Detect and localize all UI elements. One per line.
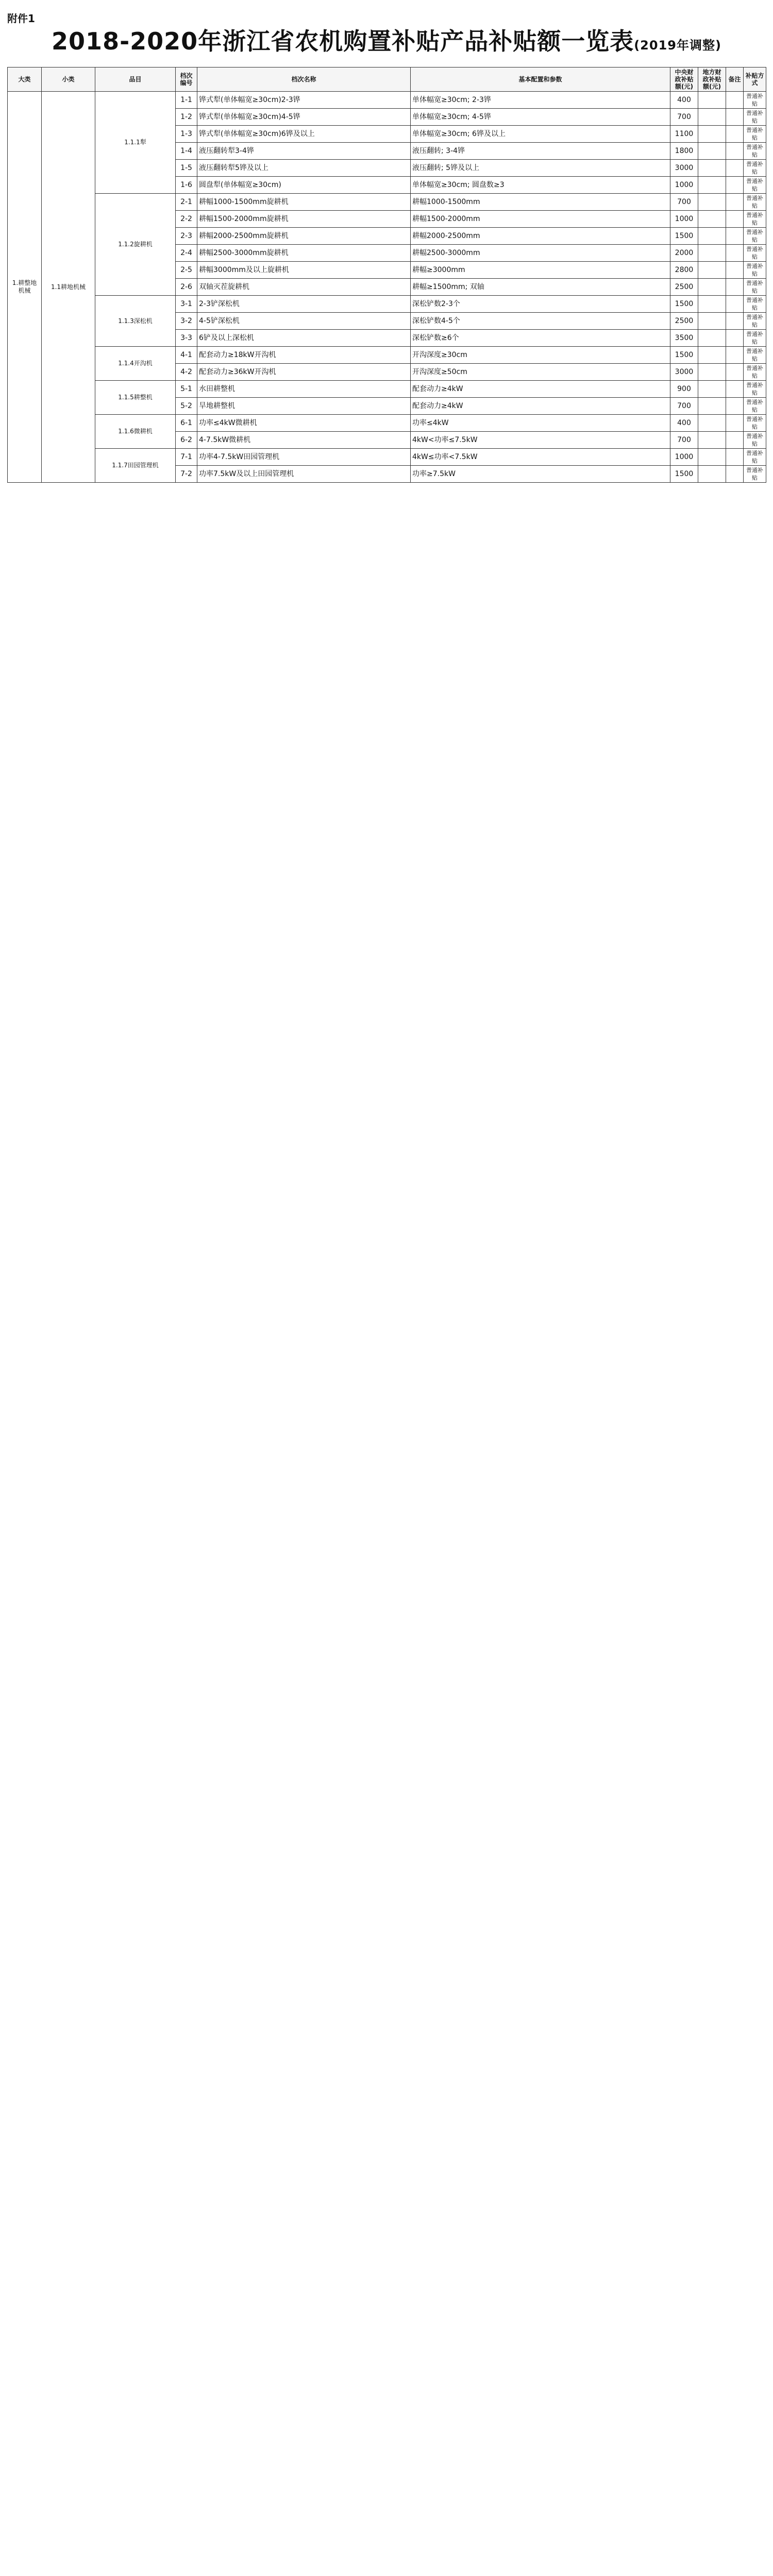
cell-item: 1.1.4开沟机	[95, 347, 176, 381]
cell-grade-code: 4-2	[176, 364, 197, 381]
cell-mode: 普通补贴	[744, 245, 766, 262]
cell-mode: 普通补贴	[744, 364, 766, 381]
cell-grade-name: 功率≤4kW微耕机	[197, 415, 411, 432]
cell-subcategory: 1.1耕地机械	[42, 92, 95, 483]
table-row	[8, 194, 766, 211]
cell-grade-name: 旱地耕整机	[197, 398, 411, 415]
cell-mode: 普通补贴	[744, 432, 766, 449]
cell-local-subsidy	[698, 296, 726, 313]
cell-grade-code: 3-1	[176, 296, 197, 313]
table-body	[8, 92, 766, 483]
table-row	[8, 449, 766, 466]
cell-item: 1.1.5耕整机	[95, 381, 176, 415]
cell-remark	[726, 364, 744, 381]
cell-config: 耕幅≥3000mm	[411, 262, 670, 279]
cell-grade-code: 2-1	[176, 194, 197, 211]
cell-remark	[726, 245, 744, 262]
cell-local-subsidy	[698, 126, 726, 143]
cell-config: 开沟深度≥50cm	[411, 364, 670, 381]
header-central-subsidy: 中央财政补贴额(元)	[670, 67, 698, 92]
cell-grade-code: 1-3	[176, 126, 197, 143]
cell-config: 开沟深度≥30cm	[411, 347, 670, 364]
cell-central-subsidy: 400	[670, 415, 698, 432]
cell-config: 单体幅宽≥30cm; 圆盘数≥3	[411, 177, 670, 194]
cell-remark	[726, 296, 744, 313]
cell-item: 1.1.2旋耕机	[95, 194, 176, 296]
cell-local-subsidy	[698, 449, 726, 466]
cell-grade-code: 2-2	[176, 211, 197, 228]
cell-local-subsidy	[698, 228, 726, 245]
cell-grade-code: 2-4	[176, 245, 197, 262]
cell-grade-name: 4-5铲深松机	[197, 313, 411, 330]
cell-grade-code: 1-5	[176, 160, 197, 177]
cell-mode: 普通补贴	[744, 415, 766, 432]
cell-grade-code: 3-3	[176, 330, 197, 347]
cell-config: 功率≤4kW	[411, 415, 670, 432]
cell-local-subsidy	[698, 177, 726, 194]
cell-config: 配套动力≥4kW	[411, 381, 670, 398]
cell-central-subsidy: 1000	[670, 449, 698, 466]
cell-remark	[726, 313, 744, 330]
cell-remark	[726, 330, 744, 347]
cell-grade-code: 4-1	[176, 347, 197, 364]
cell-central-subsidy: 1000	[670, 177, 698, 194]
cell-central-subsidy: 1100	[670, 126, 698, 143]
cell-grade-name: 功率7.5kW及以上田园管理机	[197, 466, 411, 483]
cell-grade-name: 铧式犁(单体幅宽≥30cm)4-5铧	[197, 109, 411, 126]
cell-central-subsidy: 700	[670, 109, 698, 126]
cell-grade-code: 2-5	[176, 262, 197, 279]
cell-mode: 普通补贴	[744, 330, 766, 347]
cell-grade-code: 6-1	[176, 415, 197, 432]
cell-central-subsidy: 3000	[670, 160, 698, 177]
cell-grade-name: 2-3铲深松机	[197, 296, 411, 313]
cell-config: 耕幅≥1500mm; 双轴	[411, 279, 670, 296]
page-title	[0, 23, 773, 57]
cell-local-subsidy	[698, 262, 726, 279]
cell-grade-name: 配套动力≥36kW开沟机	[197, 364, 411, 381]
cell-central-subsidy: 3500	[670, 330, 698, 347]
cell-local-subsidy	[698, 398, 726, 415]
cell-local-subsidy	[698, 194, 726, 211]
cell-mode: 普通补贴	[744, 160, 766, 177]
cell-local-subsidy	[698, 330, 726, 347]
header-item: 品目	[95, 67, 176, 92]
attachment-label: 附件1	[7, 12, 35, 25]
cell-local-subsidy	[698, 279, 726, 296]
cell-mode: 普通补贴	[744, 262, 766, 279]
table-row	[8, 92, 766, 109]
cell-remark	[726, 126, 744, 143]
header-remark: 备注	[726, 67, 744, 92]
cell-mode: 普通补贴	[744, 194, 766, 211]
cell-grade-code: 5-2	[176, 398, 197, 415]
cell-central-subsidy: 700	[670, 432, 698, 449]
cell-grade-name: 配套动力≥18kW开沟机	[197, 347, 411, 364]
cell-grade-code: 1-1	[176, 92, 197, 109]
cell-item: 1.1.6微耕机	[95, 415, 176, 449]
cell-local-subsidy	[698, 415, 726, 432]
header-local-subsidy: 地方财政补贴额(元)	[698, 67, 726, 92]
header-category: 大类	[8, 67, 42, 92]
cell-grade-code: 1-4	[176, 143, 197, 160]
cell-config: 深松铲数2-3个	[411, 296, 670, 313]
cell-mode: 普通补贴	[744, 347, 766, 364]
cell-grade-name: 液压翻转犁3-4铧	[197, 143, 411, 160]
cell-central-subsidy: 1500	[670, 228, 698, 245]
cell-grade-code: 1-6	[176, 177, 197, 194]
cell-central-subsidy: 1500	[670, 466, 698, 483]
header-grade-name: 档次名称	[197, 67, 411, 92]
cell-mode: 普通补贴	[744, 177, 766, 194]
cell-config: 配套动力≥4kW	[411, 398, 670, 415]
cell-item: 1.1.7田园管理机	[95, 449, 176, 483]
cell-remark	[726, 398, 744, 415]
cell-remark	[726, 466, 744, 483]
cell-central-subsidy: 1000	[670, 211, 698, 228]
cell-mode: 普通补贴	[744, 228, 766, 245]
cell-local-subsidy	[698, 245, 726, 262]
table-row	[8, 347, 766, 364]
cell-central-subsidy: 2000	[670, 245, 698, 262]
cell-remark	[726, 432, 744, 449]
cell-grade-code: 5-1	[176, 381, 197, 398]
table-row	[8, 296, 766, 313]
header-grade-code: 档次编号	[176, 67, 197, 92]
cell-mode: 普通补贴	[744, 126, 766, 143]
cell-grade-name: 耕幅2500-3000mm旋耕机	[197, 245, 411, 262]
cell-remark	[726, 143, 744, 160]
cell-mode: 普通补贴	[744, 449, 766, 466]
cell-grade-name: 液压翻转犁5铧及以上	[197, 160, 411, 177]
cell-mode: 普通补贴	[744, 109, 766, 126]
cell-mode: 普通补贴	[744, 381, 766, 398]
cell-local-subsidy	[698, 381, 726, 398]
cell-mode: 普通补贴	[744, 296, 766, 313]
cell-grade-name: 耕幅1000-1500mm旋耕机	[197, 194, 411, 211]
cell-config: 液压翻转; 5铧及以上	[411, 160, 670, 177]
cell-mode: 普通补贴	[744, 143, 766, 160]
cell-config: 耕幅1500-2000mm	[411, 211, 670, 228]
cell-config: 耕幅2500-3000mm	[411, 245, 670, 262]
cell-grade-name: 功率4-7.5kW田园管理机	[197, 449, 411, 466]
cell-remark	[726, 109, 744, 126]
cell-config: 单体幅宽≥30cm; 2-3铧	[411, 92, 670, 109]
header-subcategory: 小类	[42, 67, 95, 92]
cell-grade-name: 耕幅1500-2000mm旋耕机	[197, 211, 411, 228]
title-main: 2018-2020年浙江省农机购置补贴产品补贴额一览表	[52, 27, 634, 55]
cell-local-subsidy	[698, 432, 726, 449]
cell-mode: 普通补贴	[744, 92, 766, 109]
cell-central-subsidy: 1500	[670, 347, 698, 364]
cell-config: 耕幅2000-2500mm	[411, 228, 670, 245]
cell-remark	[726, 262, 744, 279]
cell-category: 1.耕整地机械	[8, 92, 42, 483]
cell-mode: 普通补贴	[744, 466, 766, 483]
cell-grade-name: 铧式犁(单体幅宽≥30cm)2-3铧	[197, 92, 411, 109]
cell-config: 深松铲数4-5个	[411, 313, 670, 330]
cell-central-subsidy: 2800	[670, 262, 698, 279]
cell-central-subsidy: 2500	[670, 279, 698, 296]
title-subtitle: (2019年调整)	[634, 38, 721, 53]
cell-remark	[726, 211, 744, 228]
cell-config: 4kW≤功率<7.5kW	[411, 449, 670, 466]
cell-mode: 普通补贴	[744, 279, 766, 296]
cell-grade-name: 双轴灭茬旋耕机	[197, 279, 411, 296]
cell-config: 单体幅宽≥30cm; 6铧及以上	[411, 126, 670, 143]
cell-remark	[726, 160, 744, 177]
cell-remark	[726, 381, 744, 398]
cell-grade-name: 圆盘犁(单体幅宽≥30cm)	[197, 177, 411, 194]
cell-grade-name: 耕幅2000-2500mm旋耕机	[197, 228, 411, 245]
cell-central-subsidy: 700	[670, 194, 698, 211]
cell-remark	[726, 177, 744, 194]
cell-central-subsidy: 2500	[670, 313, 698, 330]
cell-config: 4kW<功率≤7.5kW	[411, 432, 670, 449]
cell-local-subsidy	[698, 466, 726, 483]
cell-grade-code: 7-2	[176, 466, 197, 483]
cell-central-subsidy: 700	[670, 398, 698, 415]
cell-grade-code: 2-3	[176, 228, 197, 245]
cell-config: 单体幅宽≥30cm; 4-5铧	[411, 109, 670, 126]
cell-local-subsidy	[698, 92, 726, 109]
cell-item: 1.1.1犁	[95, 92, 176, 194]
header-config: 基本配置和参数	[411, 67, 670, 92]
cell-central-subsidy: 1800	[670, 143, 698, 160]
cell-grade-name: 耕幅3000mm及以上旋耕机	[197, 262, 411, 279]
cell-grade-name: 水田耕整机	[197, 381, 411, 398]
cell-remark	[726, 228, 744, 245]
cell-central-subsidy: 400	[670, 92, 698, 109]
cell-local-subsidy	[698, 364, 726, 381]
cell-local-subsidy	[698, 143, 726, 160]
cell-mode: 普通补贴	[744, 313, 766, 330]
cell-central-subsidy: 3000	[670, 364, 698, 381]
cell-config: 功率≥7.5kW	[411, 466, 670, 483]
cell-local-subsidy	[698, 160, 726, 177]
cell-grade-code: 7-1	[176, 449, 197, 466]
cell-grade-name: 铧式犁(单体幅宽≥30cm)6铧及以上	[197, 126, 411, 143]
cell-mode: 普通补贴	[744, 211, 766, 228]
cell-grade-name: 6铲及以上深松机	[197, 330, 411, 347]
cell-central-subsidy: 1500	[670, 296, 698, 313]
cell-remark	[726, 279, 744, 296]
cell-config: 深松铲数≥6个	[411, 330, 670, 347]
cell-mode: 普通补贴	[744, 398, 766, 415]
cell-remark	[726, 449, 744, 466]
cell-item: 1.1.3深松机	[95, 296, 176, 347]
header-mode: 补贴方式	[744, 67, 766, 92]
cell-grade-code: 3-2	[176, 313, 197, 330]
cell-grade-name: 4-7.5kW微耕机	[197, 432, 411, 449]
cell-local-subsidy	[698, 347, 726, 364]
cell-local-subsidy	[698, 313, 726, 330]
cell-remark	[726, 92, 744, 109]
cell-local-subsidy	[698, 109, 726, 126]
table-row	[8, 415, 766, 432]
cell-grade-code: 2-6	[176, 279, 197, 296]
table-row	[8, 381, 766, 398]
cell-grade-code: 1-2	[176, 109, 197, 126]
cell-remark	[726, 347, 744, 364]
cell-local-subsidy	[698, 211, 726, 228]
cell-grade-code: 6-2	[176, 432, 197, 449]
subsidy-table	[7, 67, 766, 483]
cell-config: 耕幅1000-1500mm	[411, 194, 670, 211]
cell-remark	[726, 415, 744, 432]
cell-remark	[726, 194, 744, 211]
cell-config: 液压翻转; 3-4铧	[411, 143, 670, 160]
table-header-row	[8, 67, 766, 92]
cell-central-subsidy: 900	[670, 381, 698, 398]
